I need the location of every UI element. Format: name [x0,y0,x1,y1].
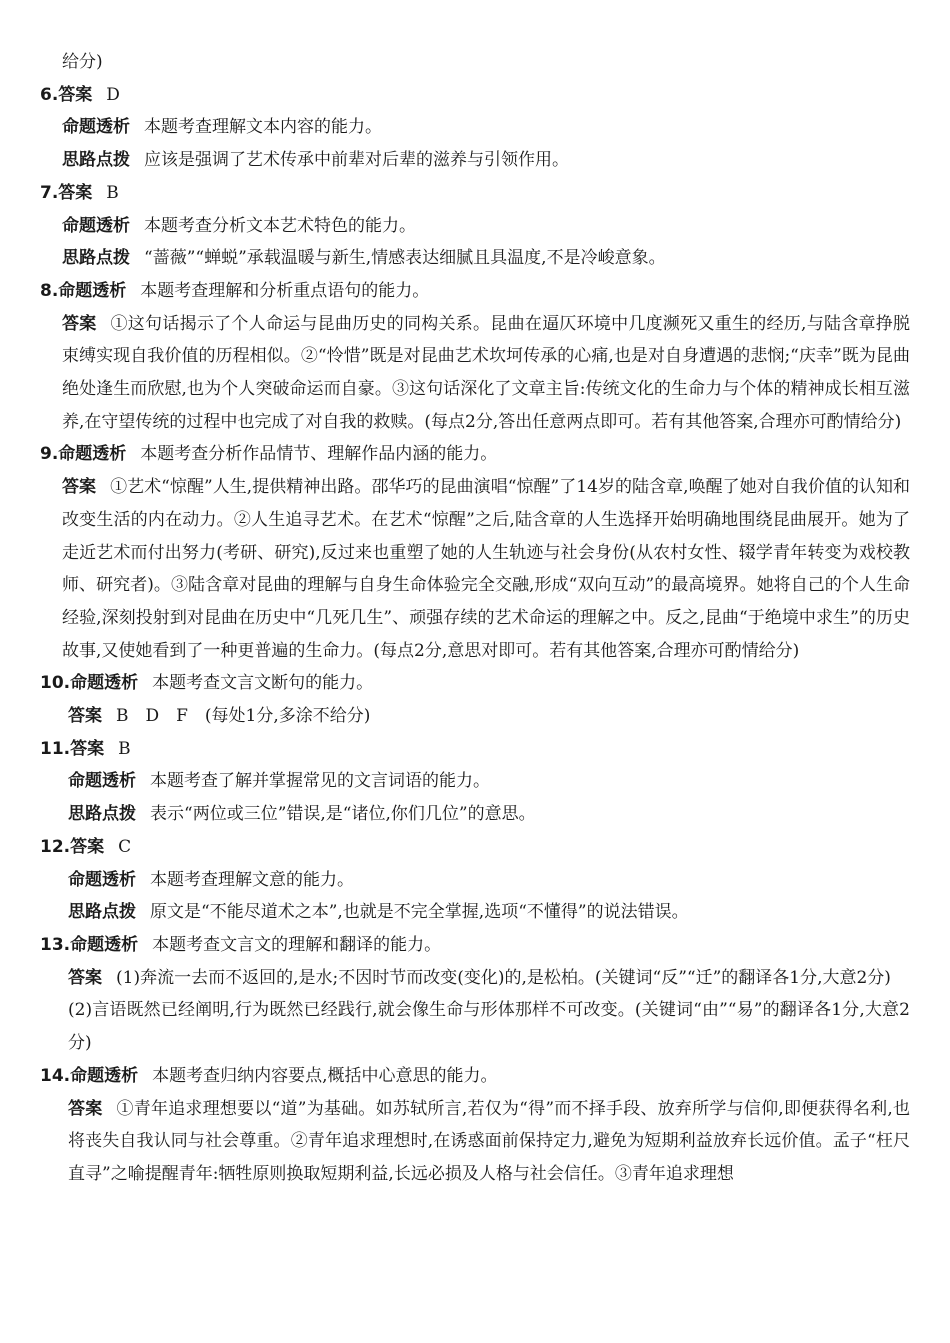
answer-label: 答案 [58,84,93,105]
hint-label: 思路点拨 [62,248,130,269]
question-13 [40,929,910,962]
analysis-text: 本题考查了解并掌握常见的文言词语的能力。 [150,771,490,792]
analysis-label: 命题透析 [62,215,130,236]
question-6 [40,79,910,112]
question-number: 6. [40,84,59,105]
answer-paragraph [40,471,910,667]
analysis-label: 命题透析 [70,934,139,955]
hint-text: 原文是“不能尽道术之本”,也就是不完全掌握,选项“不懂得”的说法错误。 [150,902,689,923]
answer-paragraph [40,1093,910,1191]
analysis-label: 命题透析 [70,1065,139,1086]
question-number: 14. [40,1065,71,1086]
analysis-label: 命题透析 [62,117,130,138]
answer-text: ①这句话揭示了个人命运与昆曲历史的同构关系。昆曲在逼仄环境中几度濒死又重生的经历,与陆含章挣脱束缚实现自我价值的历程相似。②“怜惜”既是对昆曲艺术坎坷传承的心痛,也是对自身遭遇的悲悯;“庆幸”既为昆曲绝处逢生而欣慰,也为个人突破命运而自豪。③这句话深化了文章主旨:传统文化的生命力与个体的精神成长相互滋养,在守望传统的过程中也完成了对自我的救赎。(每点2分,答出任意两点即可。若有其他答案,合理亦可酌情给分) [62,313,911,432]
analysis-text: 本题考查分析作品情节、理解作品内涵的能力。 [140,444,498,465]
hint-line [40,896,910,929]
answer-line [40,700,910,733]
analysis-label: 命题透析 [68,869,136,890]
question-number: 8. [40,280,59,301]
text: 给分) [62,52,103,72]
answer-paragraph [40,308,910,439]
analysis-text: 本题考查理解和分析重点语句的能力。 [140,280,430,301]
hint-line [40,144,910,177]
hint-label: 思路点拨 [62,150,130,171]
answer-text: ①青年追求理想要以“道”为基础。如苏轼所言,若仅为“得”而不择手段、放弃所学与信仰,即便获得名利,也将丧失自我认同与社会尊重。②青年追求理想时,在诱惑面前保持定力,避免为短期利益放弃长远价值。孟子“枉尺直寻”之喻提醒青年:牺牲原则换取短期利益,长远必损及人格与社会信任。③青年追求理想 [68,1098,911,1184]
hint-line [40,798,910,831]
answer-text: B D F (每处1分,多涂不给分) [116,706,371,727]
analysis-line [40,111,910,144]
analysis-label: 命题透析 [68,771,136,792]
hint-text: 表示“两位或三位”错误,是“诸位,你们几位”的意思。 [150,804,536,825]
analysis-text: 本题考查理解文意的能力。 [150,869,354,890]
question-12 [40,831,910,864]
question-9 [40,438,910,471]
analysis-text: 本题考查理解文本内容的能力。 [144,117,382,138]
hint-label: 思路点拨 [68,804,136,825]
question-number: 11. [40,738,71,759]
question-11 [40,733,910,766]
question-7 [40,177,910,210]
answer-label: 答案 [68,967,102,988]
analysis-line [40,765,910,798]
answer-label: 答案 [68,1098,103,1119]
answer-text: (1)奔流一去而不返回的,是水;不因时节而改变(变化)的,是松柏。(关键词“反”“迁”的翻译各1分,大意2分) [116,967,891,988]
answer-text: ①艺术“惊醒”人生,提供精神出路。邵华巧的昆曲演唱“惊醒”了14岁的陆含章,唤醒了她对自我价值的认知和改变生活的内在动力。②人生追寻艺术。在艺术“惊醒”之后,陆含章的人生选择开始明确地围绕昆曲展开。她为了走近艺术而付出努力(考研、研究),反过来也重塑了她的人生轨迹与社会身份(从农村女性、辍学青年转变为戏校教师、研究者)。③陆含章对昆曲的理解与自身生命体验完全交融,形成“双向互动”的最高境界。她将自己的个人生命经验,深刻投射到对昆曲在历史中“几死几生”、顽强存续的艺术命运的理解之中。反之,昆曲“于绝境中求生”的历史故事,又使她看到了一种更普遍的生命力。(每点2分,意思对即可。若有其他答案,合理亦可酌情给分) [62,477,911,661]
question-10 [40,667,910,700]
answer-label: 答案 [68,706,102,727]
answer-label: 答案 [62,477,97,498]
answer-label: 答案 [70,738,105,759]
answer-text: (2)言语既然已经阐明,行为既然已经践行,就会像生命与形体那样不可改变。(关键词“由”“易”的翻译各1分,大意2分) [68,1000,910,1054]
answer-label: 答案 [62,313,97,334]
answer-value: B [106,182,119,203]
analysis-text: 本题考查归纳内容要点,概括中心意思的能力。 [152,1065,498,1086]
answer-value: D [106,84,120,105]
analysis-label: 命题透析 [58,280,127,301]
analysis-label: 命题透析 [70,673,139,694]
answer-value: C [118,836,132,857]
answer-value: B [118,738,131,759]
hint-text: 应该是强调了艺术传承中前辈对后辈的滋养与引领作用。 [144,150,569,171]
analysis-line [40,210,910,243]
question-8 [40,275,910,308]
answer-paragraph [40,994,910,1059]
question-number: 13. [40,934,71,955]
question-number: 10. [40,673,71,694]
hint-label: 思路点拨 [68,902,136,923]
analysis-label: 命题透析 [58,444,127,465]
hint-text: “蔷薇”“蝉蜕”承载温暖与新生,情感表达细腻且具温度,不是冷峻意象。 [144,248,666,269]
hint-line [40,242,910,275]
answer-label: 答案 [70,836,105,857]
analysis-line [40,864,910,897]
analysis-text: 本题考查文言文的理解和翻译的能力。 [152,934,442,955]
text-line [40,46,910,79]
question-number: 12. [40,836,71,857]
answer-paragraph [40,962,910,995]
analysis-text: 本题考查分析文本艺术特色的能力。 [144,215,416,236]
answer-label: 答案 [58,182,93,203]
question-number: 9. [40,444,59,465]
analysis-text: 本题考查文言文断句的能力。 [152,673,374,694]
question-14 [40,1060,910,1093]
question-number: 7. [40,182,59,203]
